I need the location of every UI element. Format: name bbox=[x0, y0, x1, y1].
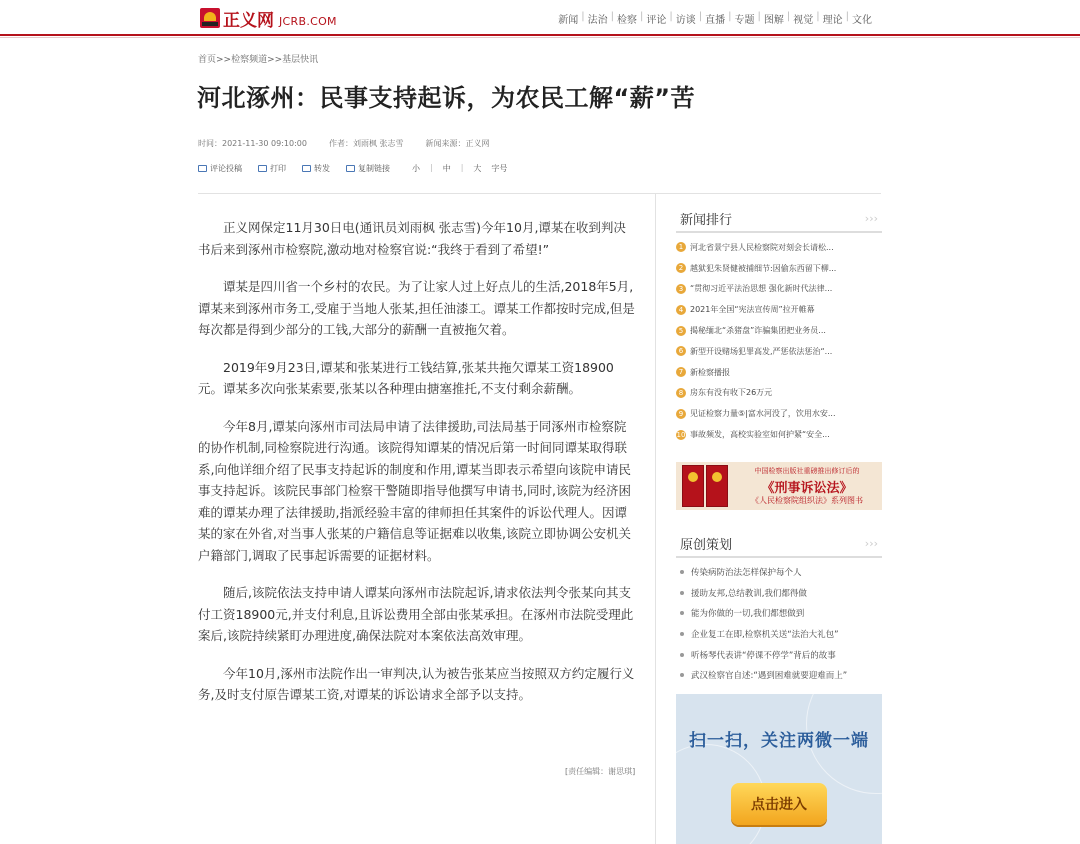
bullet-icon bbox=[680, 673, 684, 677]
original-feature-item[interactable] bbox=[676, 665, 882, 686]
rank-number-badge: 8 bbox=[676, 388, 686, 398]
author: 作者：刘雨枫 张志雪 bbox=[328, 139, 404, 148]
print-label: 打印 bbox=[270, 164, 286, 173]
rank-number-badge: 3 bbox=[676, 284, 686, 294]
article-meta bbox=[198, 138, 490, 149]
ranking-item-text: “贯彻习近平法治思想 强化新时代法律... bbox=[690, 284, 833, 294]
logo-text: 正义网 bbox=[223, 10, 274, 31]
rank-number-badge: 9 bbox=[676, 409, 686, 419]
rank-number-badge: 2 bbox=[676, 263, 686, 273]
top-nav bbox=[555, 11, 875, 26]
more-arrow-icon[interactable]: ››› bbox=[864, 537, 878, 550]
bullet-icon bbox=[680, 611, 684, 615]
header-divider bbox=[198, 193, 881, 194]
nav-item[interactable]: 理论 bbox=[822, 15, 843, 26]
bullet-icon bbox=[680, 653, 684, 657]
site-header bbox=[0, 0, 1080, 36]
rank-number-badge: 1 bbox=[676, 242, 686, 252]
logo-emblem-icon bbox=[200, 8, 220, 28]
article-paragraph: 2019年9月23日,谭某和张某进行工钱结算,张某共拖欠谭某工资18900元。谭某多次向张某索要,张某以各种理由搪塞推托,不支付剩余薪酬。 bbox=[198, 359, 614, 396]
rank-number-badge: 10 bbox=[676, 430, 686, 439]
nav-item[interactable]: 专题 bbox=[734, 15, 755, 26]
ranking-item[interactable] bbox=[676, 237, 882, 258]
rank-number-badge: 6 bbox=[676, 346, 686, 356]
banner-line-1: 中国检察出版社重磅推出修订后的 bbox=[754, 467, 860, 475]
header-rule bbox=[0, 34, 1080, 36]
nav-separator: | bbox=[728, 11, 732, 22]
ranking-item[interactable] bbox=[676, 299, 882, 320]
nav-separator: | bbox=[698, 11, 703, 22]
copy-link-label: 复制链接 bbox=[358, 164, 390, 173]
mail-icon bbox=[302, 165, 311, 172]
forward-label: 转发 bbox=[314, 164, 330, 173]
original-feature-item[interactable] bbox=[676, 644, 882, 665]
book-cover-icon bbox=[706, 465, 728, 507]
responsible-editor: [责任编辑：谢思琪] bbox=[565, 767, 636, 776]
ranking-item-text: 越狱犯朱贤健被捕细节:因偷东西留下柳... bbox=[690, 263, 837, 273]
emblem-icon bbox=[712, 472, 722, 482]
breadcrumb[interactable]: 首页>>检察频道>>基层快讯 bbox=[198, 55, 319, 65]
news-ranking-header bbox=[676, 209, 882, 233]
nav-separator: | bbox=[640, 11, 644, 22]
column-divider bbox=[655, 193, 656, 844]
bullet-icon bbox=[680, 570, 684, 574]
comment-submit-link[interactable] bbox=[198, 163, 242, 174]
font-size-sep: | bbox=[430, 163, 433, 172]
forward-link[interactable] bbox=[302, 163, 330, 174]
article-body bbox=[198, 217, 638, 722]
nav-item[interactable]: 图解 bbox=[763, 15, 784, 26]
article-paragraph: 今年8月,谭某向涿州市司法局申请了法律援助,司法局基于同涿州市检察院的协作机制,同检察院进行沟通。该院得知谭某的情况后第一时间同谭某取得联系,向他详细介绍了民事支持起诉的制度和作用,谭某当即表示希望向该院申请民事支持起诉。该院民事部门检察干警随即指导他撰写申请书,同时,该院为经济困难的谭某办理了法律援助,指派经验丰富的律师担任其案件的诉讼代理人。因谭某的家在外省,对当事人张某的户籍信息等证据难以收集,该院立即协调公安机关户籍部门,调取了民事起诉需要的证据材料。 bbox=[198, 418, 631, 563]
article-paragraph: 正义网保定11月30日电(通讯员刘雨枫 张志雪)今年10月,谭某在收到判决书后来到涿州市检察院,激动地对检察官说:“我终于看到了希望!” bbox=[198, 220, 626, 257]
original-feature-panel bbox=[676, 534, 882, 686]
original-feature-text: 援助友邦,总结教训,我们都得做 bbox=[691, 588, 807, 599]
book-promo-banner[interactable] bbox=[676, 462, 882, 510]
nav-item[interactable]: 法治 bbox=[587, 15, 608, 26]
ranking-item[interactable] bbox=[676, 279, 882, 300]
ranking-item-text: 房东有没有收下26万元 bbox=[690, 388, 773, 398]
original-feature-item[interactable] bbox=[676, 624, 882, 645]
ranking-item-text: 河北省景宁县人民检察院对刻会长请松... bbox=[690, 242, 834, 252]
article-paragraph: 谭某是四川省一个乡村的农民。为了让家人过上好点儿的生活,2018年5月,谭某来到涿州市务工,受雇于当地人张某,担任油漆工。谭某工作都按时完成,但是每次都是得到少部分的工钱,大部分的薪酬一直被拖欠着。 bbox=[198, 279, 635, 337]
font-size-label: 字号 bbox=[491, 164, 508, 173]
page-title: 河北涿州：民事支持起诉，为农民工解“薪”苦 bbox=[197, 84, 696, 112]
print-icon bbox=[258, 165, 267, 172]
ranking-item-text: 新型开设赌场犯罪高发,严惩依法惩治“... bbox=[690, 346, 833, 356]
ranking-item-text: 见证检察力量⑤|富水河没了，饮用水安... bbox=[690, 409, 836, 419]
ranking-item-text: 2021年全国“宪法宣传周”拉开帷幕 bbox=[690, 305, 815, 315]
copy-link-button[interactable] bbox=[346, 163, 390, 174]
news-ranking-panel bbox=[676, 209, 882, 445]
banner-line-2: 《刑事诉讼法》 bbox=[761, 481, 853, 496]
banner-line-3: 《人民检察院组织法》系列图书 bbox=[751, 496, 863, 505]
link-icon bbox=[346, 165, 355, 172]
original-feature-header bbox=[676, 534, 882, 558]
ranking-item[interactable] bbox=[676, 320, 882, 341]
rank-number-badge: 5 bbox=[676, 326, 686, 336]
nav-item[interactable]: 直播 bbox=[705, 15, 726, 26]
ranking-item[interactable] bbox=[676, 362, 882, 383]
font-size-small[interactable]: 小 bbox=[412, 164, 420, 173]
enter-button[interactable]: 点击进入 bbox=[731, 783, 827, 825]
nav-separator: | bbox=[669, 11, 673, 22]
comment-icon bbox=[198, 165, 207, 172]
nav-separator: | bbox=[786, 11, 791, 22]
article-paragraph: 今年10月,涿州市法院作出一审判决,认为被告张某应当按照双方约定履行义务,及时支付原告谭某工资,对谭某的诉讼请求全部予以支持。 bbox=[198, 665, 635, 702]
bullet-icon bbox=[680, 632, 684, 636]
logo-domain: JCRB.COM bbox=[279, 14, 337, 28]
ranking-item[interactable] bbox=[676, 403, 882, 424]
nav-separator: | bbox=[816, 11, 820, 22]
publish-time: 时间：2021-11-30 09:10:00 bbox=[198, 139, 307, 148]
follow-promo[interactable] bbox=[676, 694, 882, 844]
nav-separator: | bbox=[757, 11, 761, 22]
emblem-icon bbox=[688, 472, 698, 482]
original-feature-title: 原创策划 bbox=[680, 538, 733, 553]
nav-item[interactable]: 视觉 bbox=[793, 15, 814, 26]
news-source: 新闻来源：正义网 bbox=[425, 139, 490, 148]
nav-item[interactable]: 文化 bbox=[852, 15, 872, 26]
ranking-item[interactable] bbox=[676, 424, 882, 445]
original-feature-text: 能为你做的一切,我们都想做到 bbox=[691, 609, 805, 620]
more-arrow-icon[interactable]: ››› bbox=[864, 212, 878, 225]
ranking-item[interactable] bbox=[676, 341, 882, 362]
ranking-item[interactable] bbox=[676, 383, 882, 404]
news-ranking-list bbox=[676, 237, 882, 445]
original-feature-item[interactable] bbox=[676, 562, 882, 583]
nav-separator: | bbox=[845, 11, 849, 22]
font-size-medium[interactable]: 中 bbox=[442, 164, 451, 173]
follow-promo-text: 扫一扫，关注两微一端 bbox=[689, 731, 869, 751]
font-size-controls bbox=[412, 163, 507, 174]
font-size-large[interactable]: 大 bbox=[473, 164, 482, 173]
article-paragraph: 随后,该院依法支持申请人谭某向涿州市法院起诉,请求依法判令张某向其支付工资18900元,并支付利息,且诉讼费用全部由张某承担。在涿州市法院受理此案后,该院持续紧盯办理进度,确保法院对本案依法高效审理。 bbox=[198, 585, 634, 643]
ranking-item-text: 揭秘缅北“杀猪盘”诈骗集团把业务员... bbox=[690, 326, 826, 336]
original-feature-text: 听杨琴代表讲“停课不停学”背后的故事 bbox=[691, 650, 836, 661]
nav-separator: | bbox=[610, 11, 614, 22]
rank-number-badge: 7 bbox=[676, 367, 686, 377]
original-feature-text: 企业复工在即,检察机关送“法治大礼包” bbox=[691, 630, 839, 641]
book-cover-icon bbox=[682, 465, 704, 507]
bullet-icon bbox=[680, 591, 684, 595]
rank-number-badge: 4 bbox=[676, 305, 686, 315]
original-feature-list bbox=[676, 562, 882, 686]
comment-label: 评论投稿 bbox=[210, 164, 242, 173]
nav-item[interactable]: 检察 bbox=[617, 15, 637, 26]
nav-separator: | bbox=[581, 11, 585, 22]
ranking-item-text: 事故频发，高校实验室如何护紧“安全... bbox=[690, 430, 830, 440]
site-logo[interactable] bbox=[200, 6, 337, 30]
original-feature-text: 武汉检察官自述:“遇到困难就要迎难而上” bbox=[691, 671, 848, 682]
nav-item[interactable]: 评论 bbox=[646, 15, 667, 26]
ranking-item[interactable] bbox=[676, 258, 882, 279]
print-link[interactable] bbox=[258, 163, 286, 174]
ranking-item-text: 新检察播报 bbox=[690, 367, 730, 377]
nav-item[interactable]: 新闻 bbox=[558, 15, 579, 26]
news-ranking-title: 新闻排行 bbox=[680, 213, 733, 228]
font-size-sep: | bbox=[460, 163, 464, 172]
original-feature-item[interactable] bbox=[676, 603, 882, 624]
header-rule-thin bbox=[0, 37, 1080, 38]
nav-item[interactable]: 访谈 bbox=[675, 15, 696, 26]
original-feature-text: 传染病防治法怎样保护每个人 bbox=[691, 568, 802, 579]
article-toolbar bbox=[198, 163, 507, 174]
original-feature-item[interactable] bbox=[676, 583, 882, 604]
